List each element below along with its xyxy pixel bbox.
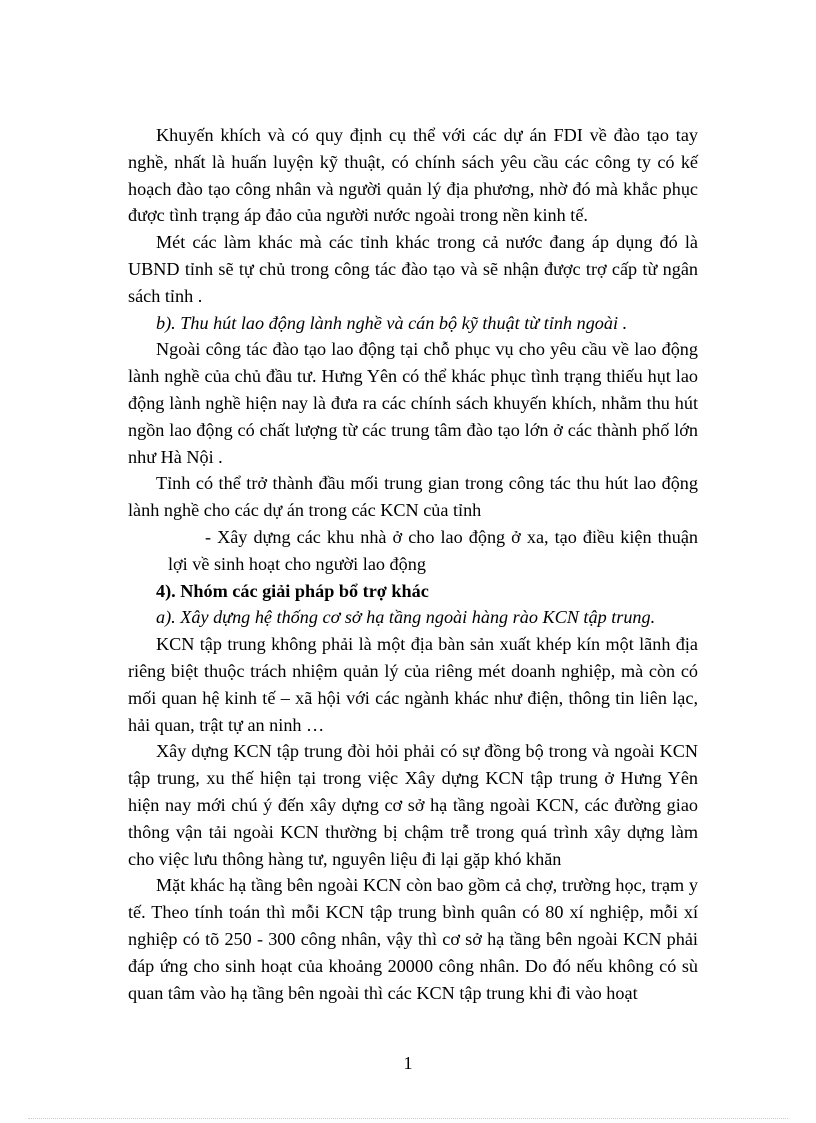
paragraph-fdi-training: Khuyến khích và có quy định cụ thể với các dự án FDI về đào tạo tay nghề, nhất là huấn luyện kỹ thuật, có chính sách yêu cầu các công ty có kế hoạch đào tạo công nhân và người quản lý địa phương, nhờ đó mà khắc phục được tình trạng áp đảo của người nước ngoài trong nền kinh tế.: [128, 125, 698, 226]
bullet-housing: - Xây dựng các khu nhà ở cho lao động ở xa, tạo điều kiện thuận lợi về sinh hoạt cho người lao động: [168, 526, 698, 574]
paragraph-kcn-not-closed: KCN tập trung không phải là một địa bàn sản xuất khép kín một lãnh địa riêng biệt thuộc trách nhiệm quản lý của riêng mét doanh nghiệp, mà còn có mối quan hệ kinh tế – xã hội với các ngành khác như điện, thông tin liên lạc, hải quan, trật tự an ninh …: [128, 634, 698, 735]
paragraph-kcn-synchronous: Xây dựng KCN tập trung đòi hỏi phải có sự đồng bộ trong và ngoài KCN tập trung, xu thế hiện tại trong việc Xây dựng KCN tập trung ở Hưng Yên hiện nay mới chú ý đến xây dựng cơ sở hạ tầng ngoài KCN, các đường giao thông vận tải ngoài KCN thường bị chậm trễ trong quá trình xây dựng làm cho việc lưu thông hàng tư, nguyên liệu đi lại gặp khó khăn: [128, 741, 698, 869]
paragraph-other-provinces: Mét các làm khác mà các tỉnh khác trong cả nước đang áp dụng đó là UBND tỉnh sẽ tự chủ trong công tác đào tạo và sẽ nhận được trợ cấp từ ngân sách tỉnh .: [128, 232, 698, 306]
subheading-attract-skilled-labor: b). Thu hút lao động lành nghề và cán bộ kỹ thuật từ tỉnh ngoài .: [156, 312, 628, 333]
page-number: 1: [403, 1053, 413, 1073]
paragraph-local-training: Ngoài công tác đào tạo lao động tại chỗ phục vụ cho yêu cầu về lao động lành nghề của chủ đầu tư. Hưng Yên có thể khác phục tình trạng thiếu hụt lao động lành nghề hiện nay là đưa ra các chính sách khuyến khích, nhằm thu hút ngồn lao động có chất lượng từ các trung tâm đào tạo lớn ở các thành phố lớn như Hà Nội .: [128, 339, 698, 467]
paragraph-external-infrastructure: Mặt khác hạ tầng bên ngoài KCN còn bao gồm cả chợ, trường học, trạm y tế. Theo tính toán thì mỗi KCN tập trung bình quân có 80 xí nghiệp, mỗi xí nghiệp có tõ 250 - 300 công nhân, vậy thì cơ sở hạ tầng bên ngoài KCN phải đáp ứng cho sinh hoạt của khoảng 20000 công nhân. Do đó nếu không có sù quan tâm vào hạ tầng bên ngoài thì các KCN tập trung khi đi vào hoạt: [128, 875, 698, 1003]
section-heading-supporting-solutions: 4). Nhóm các giải pháp bổ trợ khác: [156, 580, 429, 601]
paragraph-intermediary: Tỉnh có thể trở thành đầu mối trung gian trong công tác thu hút lao động lành nghề cho các dự án trong các KCN của tỉnh: [128, 473, 698, 521]
document-body: [128, 122, 698, 1006]
subheading-infrastructure: a). Xây dựng hệ thống cơ sở hạ tầng ngoài hàng rào KCN tập trung.: [156, 607, 656, 628]
page-bottom-divider: [28, 1118, 788, 1119]
